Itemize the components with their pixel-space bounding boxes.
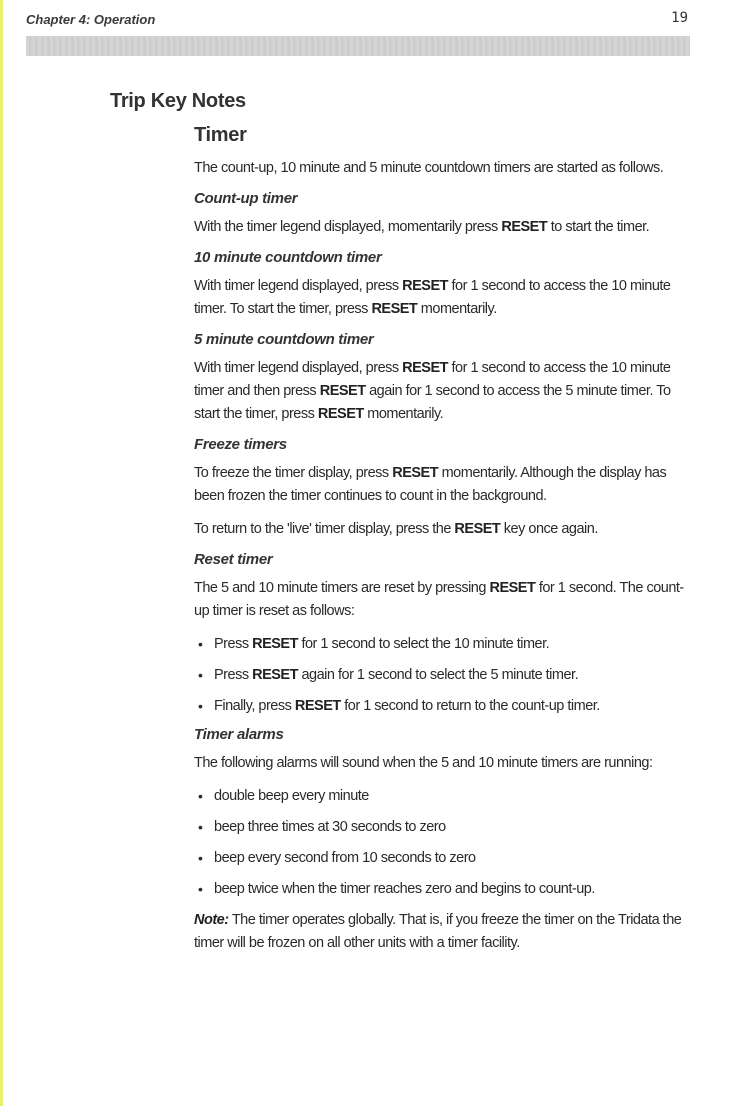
list-item: • double beep every minute (194, 785, 694, 807)
page-number: 19 (671, 10, 688, 26)
page-header (26, 10, 690, 30)
ten-minute-paragraph: With timer legend displayed, press RESET for 1 second to access the 10 minute timer. To start the timer, press RESET momentarily. (194, 278, 671, 317)
reset-paragraph: The 5 and 10 minute timers are reset by pressing RESET for 1 second. The count-up timer is reset as follows: (194, 580, 684, 619)
list-item: • Press RESET again for 1 second to select the 5 minute timer. (194, 664, 694, 686)
count-up-paragraph: With the timer legend displayed, momentarily press RESET to start the timer. (194, 219, 650, 235)
reset-steps-list (194, 633, 694, 717)
list-item: • beep three times at 30 seconds to zero (194, 816, 694, 838)
reset-key: RESET (454, 521, 501, 537)
ten-minute-heading: 10 minute countdown timer (194, 249, 382, 266)
bullet-icon: • (198, 881, 203, 897)
intro-paragraph: The count-up, 10 minute and 5 minute countdown timers are started as follows. (194, 160, 664, 176)
reset-key: RESET (392, 465, 439, 481)
reset-key: RESET (294, 698, 341, 714)
list-item: • beep twice when the timer reaches zero and begins to count-up. (194, 878, 694, 900)
subsection-title: Timer (194, 124, 247, 146)
page-content (194, 124, 694, 965)
chapter-title: Chapter 4: Operation (26, 12, 156, 27)
alarms-list (194, 785, 694, 900)
reset-key: RESET (402, 360, 448, 376)
list-item: • beep every second from 10 seconds to zero (194, 847, 694, 869)
freeze-heading: Freeze timers (194, 436, 287, 453)
list-item: • Finally, press RESET for 1 second to return to the count-up timer. (194, 695, 694, 717)
reset-key: RESET (489, 580, 536, 596)
freeze-paragraph-1: To freeze the timer display, press RESET momentarily. Although the display has been frozen the timer continues to count in the background. (194, 465, 667, 504)
note-label: Note: (194, 912, 229, 928)
bullet-icon: • (198, 850, 203, 866)
alarms-heading: Timer alarms (194, 726, 284, 743)
section-title: Trip Key Notes (110, 90, 246, 112)
reset-key: RESET (317, 406, 364, 422)
list-item: • Press RESET for 1 second to select the 10 minute timer. (194, 633, 694, 655)
reset-key: RESET (371, 301, 418, 317)
bullet-icon: • (198, 698, 203, 714)
alarms-paragraph: The following alarms will sound when the 5 and 10 minute timers are running: (194, 755, 653, 771)
bullet-icon: • (198, 636, 203, 652)
bullet-icon: • (198, 788, 203, 804)
reset-key: RESET (252, 636, 298, 652)
reset-key: RESET (319, 383, 366, 399)
header-rule (26, 36, 690, 56)
page-edge (0, 0, 3, 1106)
reset-key: RESET (402, 278, 448, 294)
bullet-icon: • (198, 667, 203, 683)
count-up-heading: Count-up timer (194, 190, 298, 207)
note-paragraph: Note: The timer operates globally. That is, if you freeze the timer on the Tridata the timer will be frozen on all other units with a timer facility. (194, 912, 682, 951)
five-minute-paragraph: With timer legend displayed, press RESET for 1 second to access the 10 minute timer and then press RESET again for 1 second to access the 5 minute timer. To start the timer, press RESET momentarily. (194, 360, 671, 422)
freeze-paragraph-2: To return to the 'live' timer display, press the RESET key once again. (194, 521, 598, 537)
reset-key: RESET (501, 219, 548, 235)
reset-heading: Reset timer (194, 551, 273, 568)
five-minute-heading: 5 minute countdown timer (194, 331, 374, 348)
reset-key: RESET (252, 667, 298, 683)
bullet-icon: • (198, 819, 203, 835)
